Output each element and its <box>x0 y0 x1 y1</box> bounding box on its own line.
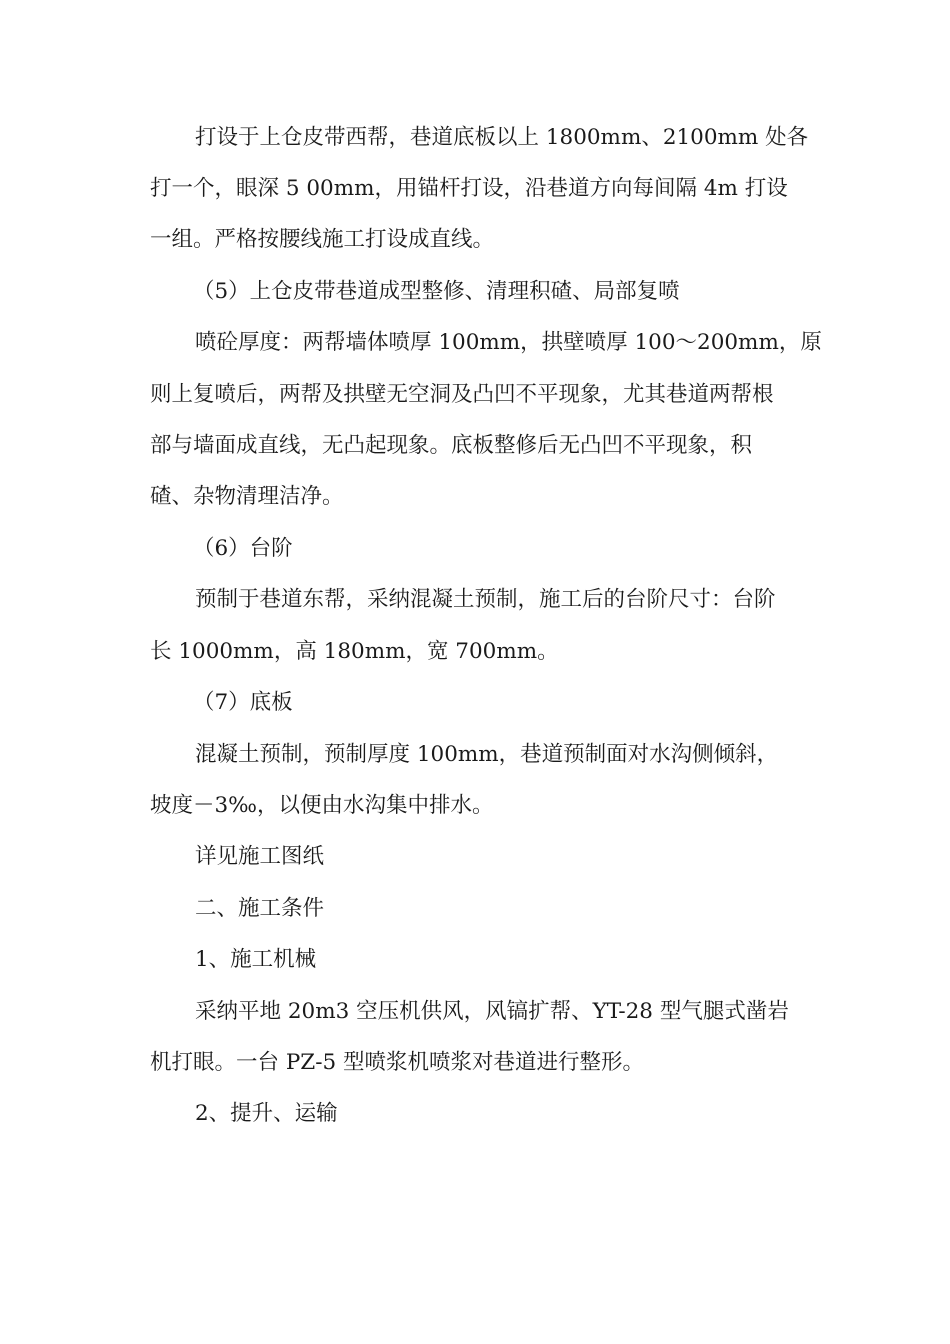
paragraph-line: 坡度－3‰，以便由水沟集中排水。 <box>150 793 494 818</box>
paragraph-line: 部与墙面成直线，无凸起现象。底板整修后无凸凹不平现象，积 <box>150 433 753 458</box>
paragraph-line: 打设于上仓皮带西帮，巷道底板以上 1800mm、2100mm 处各 <box>195 125 809 150</box>
paragraph-line: 一组。严格按腰线施工打设成直线。 <box>150 227 495 252</box>
section-heading: 1、施工机械 <box>195 947 317 972</box>
paragraph-line: 则上复喷后，两帮及拱壁无空洞及凸凹不平现象，尤其巷道两帮根 <box>150 382 774 407</box>
section-heading: （6）台阶 <box>193 536 293 561</box>
paragraph-line: 详见施工图纸 <box>195 844 325 869</box>
paragraph-line: 采纳平地 20m3 空压机供风，风镐扩帮、YT-28 型气腿式凿岩 <box>195 999 789 1024</box>
paragraph-line: 打一个，眼深 5 00mm，用锚杆打设，沿巷道方向每间隔 4m 打设 <box>150 176 788 201</box>
paragraph-line: 混凝土预制，预制厚度 100mm，巷道预制面对水沟侧倾斜， <box>195 742 779 767</box>
section-heading: （7）底板 <box>193 690 293 715</box>
paragraph-line: 机打眼。一台 PZ-5 型喷浆机喷浆对巷道进行整形。 <box>150 1050 645 1075</box>
section-heading: 二、施工条件 <box>195 896 325 921</box>
section-heading: 2、提升、运输 <box>195 1101 338 1126</box>
paragraph-line: 碴、杂物清理洁净。 <box>150 484 344 509</box>
section-heading: （5）上仓皮带巷道成型整修、清理积碴、局部复喷 <box>193 279 680 304</box>
paragraph-line: 预制于巷道东帮，采纳混凝土预制，施工后的台阶尺寸：台阶 <box>195 587 776 612</box>
paragraph-line: 长 1000mm，高 180mm，宽 700mm。 <box>150 639 559 664</box>
paragraph-line: 喷砼厚度：两帮墙体喷厚 100mm，拱壁喷厚 100～200mm，原 <box>195 330 822 355</box>
